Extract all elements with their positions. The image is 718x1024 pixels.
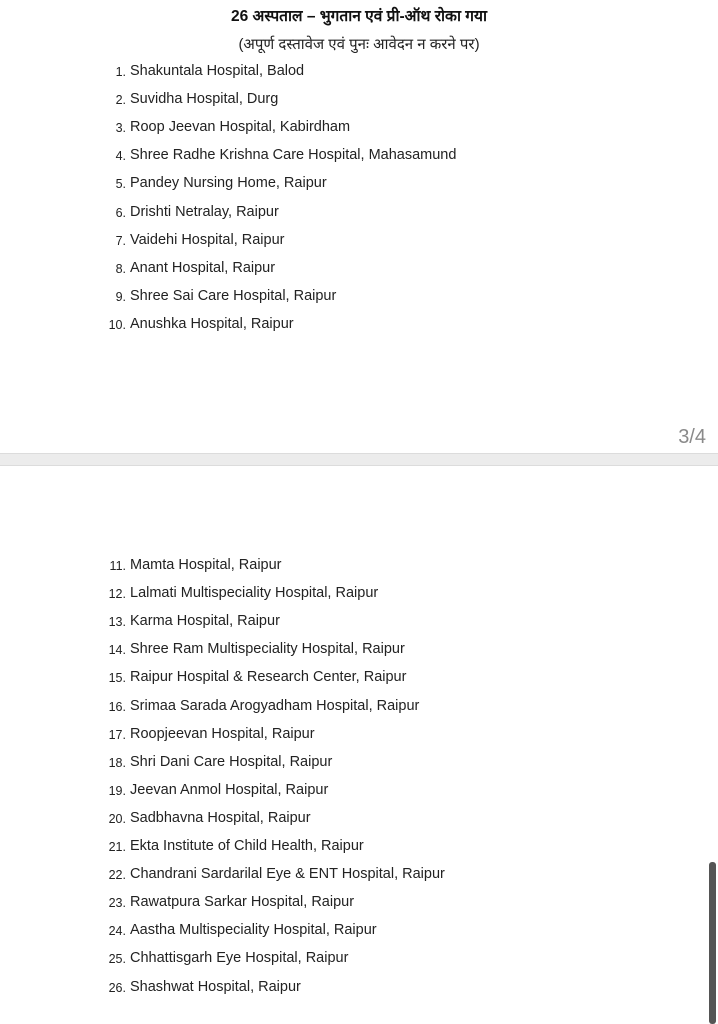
list-item-number: 21.: [108, 840, 126, 854]
list-item-number: 1.: [115, 65, 126, 79]
list-item-number: 22.: [108, 868, 126, 883]
document-page-4: [0, 466, 718, 1024]
hospital-name: Drishti Netralay, Raipur: [130, 203, 279, 220]
list-item-number: 23.: [108, 896, 126, 911]
hospital-name: Roop Jeevan Hospital, Kabirdham: [130, 119, 351, 136]
list-item-number: 11.: [109, 559, 126, 573]
list-item-number: 6.: [115, 205, 126, 220]
list-item-number: 25.: [108, 952, 126, 967]
document-subtitle: (अपूर्ण दस्तावेज एवं पुनः आवेदन न करने पर): [238, 36, 480, 53]
hospital-name: Lalmati Multispeciality Hospital, Raipur: [130, 585, 379, 602]
hospital-name: Vaidehi Hospital, Raipur: [130, 231, 285, 248]
document-page-3: [0, 0, 718, 453]
list-item-number: 20.: [108, 811, 126, 826]
list-item-number: 16.: [108, 699, 126, 714]
hospital-name: Srimaa Sarada Arogyadham Hospital, Raipur: [130, 697, 420, 714]
hospital-name: Suvidha Hospital, Durg: [130, 91, 279, 108]
hospital-name: Shri Dani Care Hospital, Raipur: [130, 753, 333, 770]
list-item-number: 19.: [108, 783, 126, 798]
hospital-name: Rawatpura Sarkar Hospital, Raipur: [130, 894, 355, 911]
hospital-name: Anushka Hospital, Raipur: [130, 315, 294, 332]
hospital-name: Jeevan Anmol Hospital, Raipur: [130, 781, 329, 798]
hospital-name: Aastha Multispeciality Hospital, Raipur: [130, 922, 377, 939]
list-item-number: 24.: [108, 924, 126, 939]
hospital-name: Chandrani Sardarilal Eye & ENT Hospital, Raipur: [130, 866, 445, 883]
scrollbar-thumb[interactable]: [709, 862, 716, 1024]
hospital-name: Shashwat Hospital, Raipur: [130, 978, 301, 995]
list-item-number: 4.: [115, 149, 126, 164]
list-item-number: 10.: [108, 317, 126, 332]
document-title: 26 अस्पताल – भुगतान एवं प्री-ऑथ रोका गया: [230, 8, 488, 25]
list-item-number: 14.: [108, 643, 126, 658]
list-item-number: 12.: [108, 587, 126, 602]
list-item-number: 7.: [115, 233, 126, 248]
hospital-name: Ekta Institute of Child Health, Raipur: [130, 838, 364, 854]
list-item-number: 3.: [115, 121, 126, 136]
hospital-name: Karma Hospital, Raipur: [130, 613, 280, 630]
hospital-name: Shakuntala Hospital, Balod: [130, 63, 305, 79]
list-item-number: 15.: [108, 671, 126, 686]
hospital-name: Roopjeevan Hospital, Raipur: [130, 725, 315, 742]
list-item-number: 2.: [115, 93, 126, 108]
hospital-name: Chhattisgarh Eye Hospital, Raipur: [130, 950, 349, 967]
hospital-name: Shree Radhe Krishna Care Hospital, Mahasamund: [130, 147, 457, 164]
list-item-number: 13.: [108, 615, 126, 630]
list-item-number: 17.: [108, 727, 126, 742]
list-item-number: 5.: [115, 177, 126, 192]
list-item-number: 18.: [108, 755, 126, 770]
hospital-name: Shree Sai Care Hospital, Raipur: [130, 287, 337, 304]
hospital-name: Anant Hospital, Raipur: [130, 259, 276, 276]
hospital-name: Sadbhavna Hospital, Raipur: [130, 809, 311, 826]
hospital-name: Raipur Hospital & Research Center, Raipur: [130, 669, 407, 686]
hospital-name: Shree Ram Multispeciality Hospital, Raipur: [130, 641, 405, 658]
page-indicator: 3/4: [678, 426, 706, 448]
page-separator: [0, 453, 718, 466]
list-item-number: 9.: [115, 289, 126, 304]
list-item-number: 8.: [115, 261, 126, 276]
list-item-number: 26.: [108, 980, 126, 995]
hospital-name: Pandey Nursing Home, Raipur: [130, 175, 327, 192]
hospital-name: Mamta Hospital, Raipur: [130, 557, 282, 573]
